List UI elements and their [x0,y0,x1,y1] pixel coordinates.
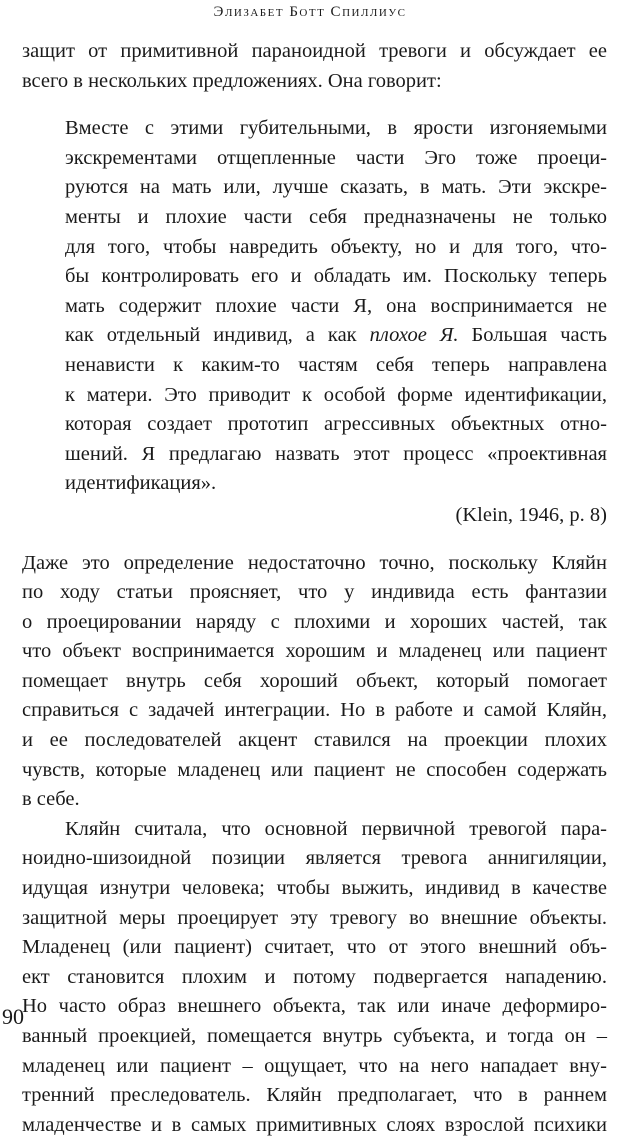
quote-segment: Большая часть [471,324,608,347]
page-number: 90 [2,1004,24,1029]
text-line: Но часто образ внешнего объекта, так или иначе деформиро- [22,995,607,1018]
quote-segment: как отдельный индивид, а как [65,324,357,347]
text-line: всего в нескольких предложениях. Она говорит: [22,69,442,92]
quote-line: Вместе с этими губительными, в ярости изгоняемыми [65,117,607,140]
text-line: Даже это определение недостаточно точно, поскольку Кляйн [22,551,607,574]
quote-line: которая создает прототип агрессивных объектных отно- [65,413,607,436]
block-quote [65,114,607,530]
text-line: чувств, которые младенец или пациент не способен содержать [22,758,607,781]
quote-line: для того, чтобы навредить объекту, но и для того, что- [65,235,607,258]
text-line: и ее последователей акцент ставился на проекции плохих [22,729,607,752]
text-line: Кляйн считала, что основной первичной тревогой пара- [65,817,607,840]
text-line: ноидно-шизоидной позиции является тревога аннигиляции, [22,847,607,870]
text-line: идущая изнутри человека; чтобы выжить, индивид в качестве [22,877,607,900]
quote-line: ненависти к каким-то частям себя теперь направлена [65,353,607,376]
quote-line: бы контролировать его и обладать им. Поскольку теперь [65,265,607,288]
body-text [22,37,607,1140]
text-line: защит от примитивной параноидной тревоги и обсуждает ее [22,40,607,62]
quote-line: к матери. Это приводит к особой форме идентификации, [65,383,607,406]
quote-line: руются на мать или, лучше сказать, в мать. Эти экскре- [65,176,607,199]
paragraph [22,815,607,1140]
text-line: ект становится плохим и потому подвергается нападению. [22,965,607,988]
text-line: защитной меры проецирует эту тревогу во внешние объекты. [22,906,607,929]
quote-line-mixed [65,321,607,351]
citation: (Klein, 1946, p. 8) [455,503,607,526]
quote-line: экскрементами отщепленные части Эго тоже проеци- [65,146,607,169]
quote-line: мать содержит плохие части Я, она воспринимается не [65,294,607,317]
running-head: Элизабет Ботт Спиллиус [213,4,407,20]
text-line: в себе. [22,788,80,811]
text-line: помещает внутрь себя хороший объект, который помогает [22,669,607,692]
text-line: Младенец (или пациент) считает, что от этого внешний объ- [22,936,607,959]
quote-line: идентификация». [65,472,217,495]
text-line: справиться с задачей интеграции. Но в работе и самой Кляйн, [22,699,607,722]
text-line: ванный проекцией, помещается внутрь субъекта, и тогда он – [22,1025,607,1047]
text-line: по ходу статьи проясняет, что у индивида есть фантазии [22,581,607,604]
text-line: тренний преследователь. Кляйн предполагает, что в раннем [22,1084,607,1107]
text-line: младенец или пациент – ощущает, что на него нападает вну- [22,1054,607,1077]
text-line: младенчестве и в самых примитивных слоях взрослой психики [22,1113,607,1136]
quote-line: шений. Я предлагаю назвать этот процесс «проективная [65,442,607,465]
text-line: о проецировании наряду с плохими и хороших частей, так [22,610,607,633]
quote-italic: плохое Я. [369,324,459,347]
paragraph [22,549,607,815]
quote-line: менты и плохие части себя предназначены не только [65,205,607,228]
text-line: что объект воспринимается хорошим и младенец или пациент [22,640,607,663]
intro-paragraph [22,37,607,96]
